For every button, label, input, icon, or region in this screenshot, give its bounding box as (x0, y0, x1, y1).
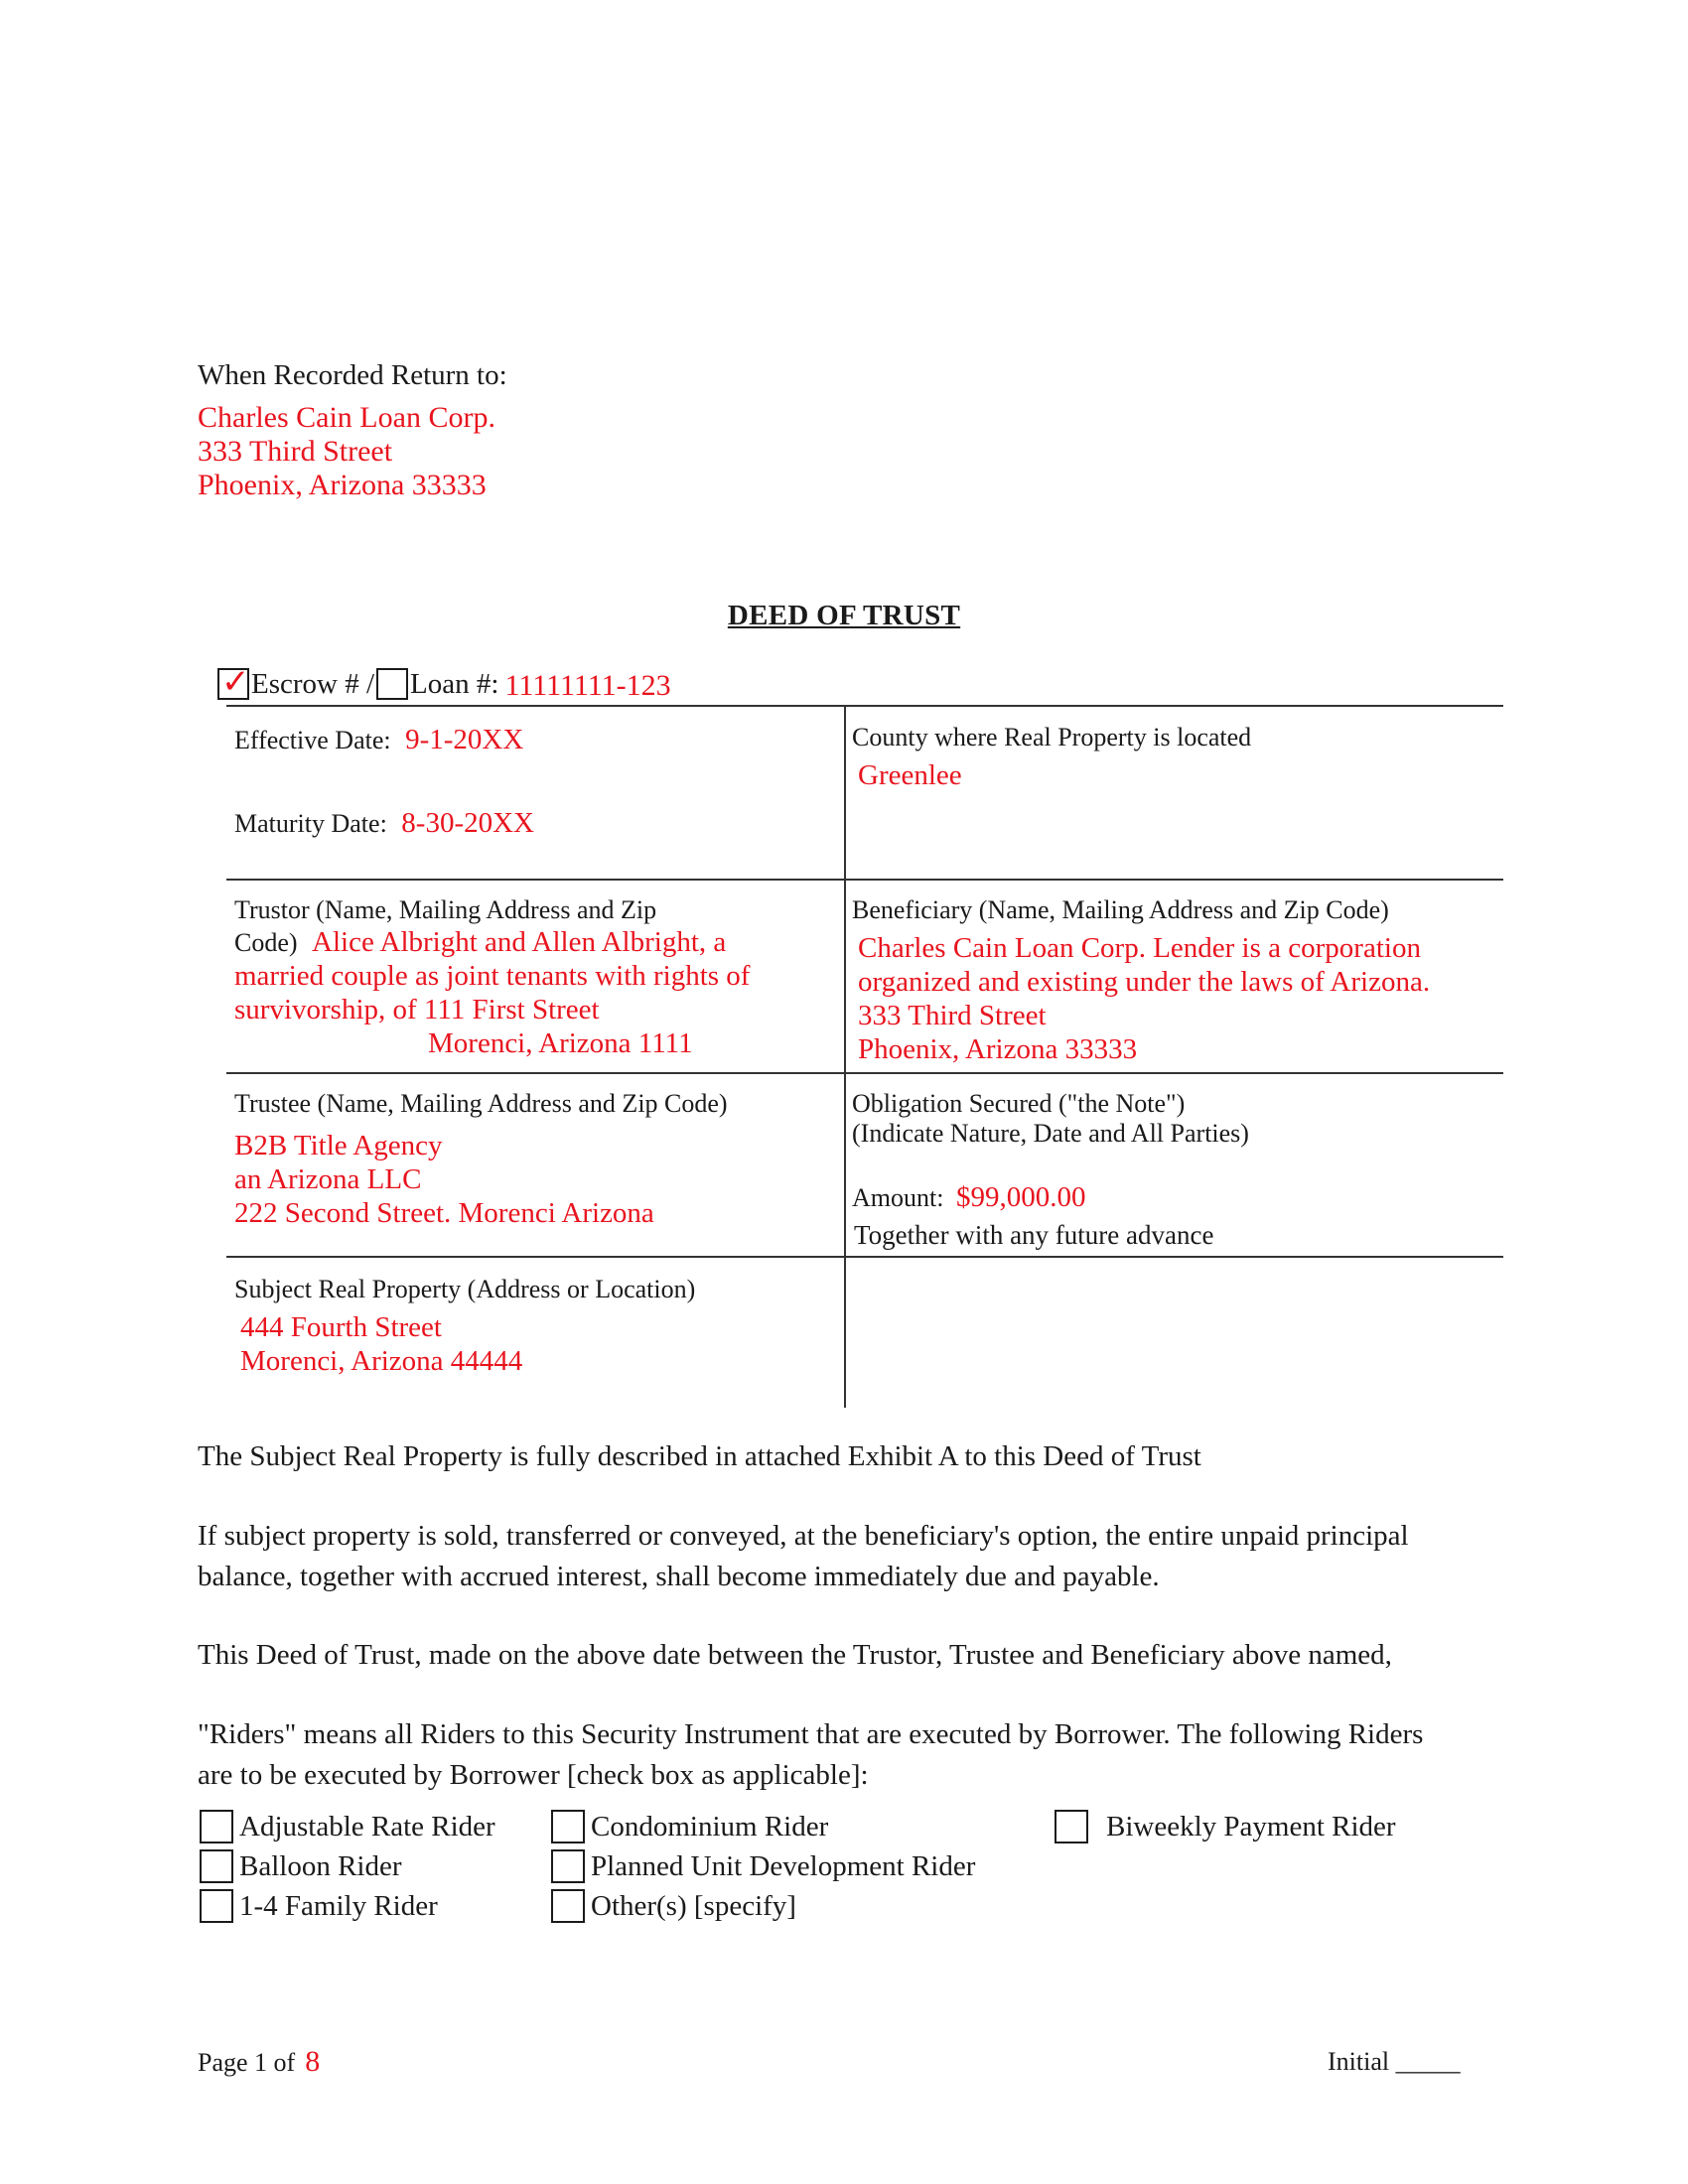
rider-label: Other(s) [specify] (591, 1889, 796, 1922)
maturity-date-label: Maturity Date: (234, 809, 387, 838)
loan-checkbox[interactable] (376, 668, 408, 700)
page-number (198, 2045, 320, 2079)
subject-property-label: Subject Real Property (Address or Location) (234, 1275, 696, 1303)
initial-field[interactable]: Initial _____ (1328, 2047, 1461, 2076)
escrow-loan-line (217, 663, 671, 705)
rider-checkbox[interactable] (200, 1849, 233, 1883)
return-to-street: 333 Third Street (198, 435, 393, 468)
subject-property-line-2[interactable]: Morenci, Arizona 44444 (240, 1345, 523, 1377)
rider-planned-unit-development[interactable] (551, 1848, 975, 1884)
subject-property-field (234, 1275, 695, 1378)
rider-condominium[interactable] (551, 1809, 828, 1844)
row-divider (226, 879, 1503, 881)
escrow-checkbox[interactable] (217, 662, 250, 702)
maturity-date-field (234, 806, 534, 840)
rider-label: Biweekly Payment Rider (1106, 1810, 1396, 1843)
trustor-label: Trustor (Name, Mailing Address and Zip (234, 895, 657, 924)
county-field (852, 723, 1251, 792)
document-title: DEED OF TRUST (727, 600, 961, 631)
trustor-line-3[interactable]: survivorship, of 111 First Street (234, 994, 600, 1025)
escrow-label: Escrow # / (251, 667, 375, 700)
obligation-field (852, 1089, 1249, 1250)
rider-checkbox[interactable] (200, 1810, 233, 1843)
beneficiary-value (858, 931, 1430, 1066)
return-to-city: Phoenix, Arizona 33333 (198, 469, 487, 501)
riders-paragraph: "Riders" means all Riders to this Security Instrument that are executed by Borrower. The following Riders are to be executed by Borrower [check box as applicable]: (198, 1718, 1424, 1791)
rider-others[interactable] (551, 1888, 796, 1924)
trustor-line-4[interactable]: Morenci, Arizona 1111 (428, 1027, 693, 1059)
trustee-line-1[interactable]: B2B Title Agency (234, 1130, 443, 1161)
trustee-value (234, 1129, 728, 1230)
rider-label: Condominium Rider (591, 1810, 829, 1843)
trustee-line-2[interactable]: an Arizona LLC (234, 1163, 422, 1195)
due-on-sale-paragraph: If subject property is sold, transferred or conveyed, at the beneficiary's option, the entire unpaid principal balance, together with accrued interest, shall become immediately due and payable. (198, 1520, 1409, 1592)
rider-balloon[interactable] (200, 1848, 402, 1884)
trustor-line-1[interactable]: Alice Albright and Allen Albright, a (312, 926, 727, 958)
check-mark-icon: ✓ (221, 662, 250, 702)
return-to-label: When Recorded Return to: (198, 359, 507, 391)
row-divider (226, 1072, 1503, 1074)
beneficiary-line-3[interactable]: 333 Third Street (858, 1000, 1047, 1031)
rider-biweekly-payment[interactable] (1055, 1809, 1396, 1844)
trustor-label-cont: Code) (234, 928, 298, 957)
obligation-label: Obligation Secured ("the Note") (852, 1089, 1186, 1118)
page-total: 8 (305, 2045, 321, 2078)
deed-details-table (226, 705, 1503, 1410)
return-to-name: Charles Cain Loan Corp. (198, 401, 495, 434)
exhibit-paragraph: The Subject Real Property is fully described in attached Exhibit A to this Deed of Trust (198, 1440, 1201, 1472)
rider-adjustable-rate[interactable] (200, 1809, 495, 1844)
trustee-field (234, 1089, 728, 1230)
future-advance-text: Together with any future advance (854, 1220, 1214, 1250)
column-divider (844, 707, 846, 1408)
rider-label: Adjustable Rate Rider (239, 1810, 495, 1843)
rider-checkbox[interactable] (1055, 1810, 1088, 1843)
beneficiary-line-1[interactable]: Charles Cain Loan Corp. Lender is a corporation (858, 932, 1421, 964)
rider-1-4-family[interactable] (200, 1888, 438, 1924)
effective-date-value[interactable]: 9-1-20XX (405, 724, 524, 755)
trustee-label: Trustee (Name, Mailing Address and Zip Code) (234, 1089, 728, 1118)
row-divider (226, 1256, 1503, 1258)
trustor-line-2[interactable]: married couple as joint tenants with rights of (234, 960, 751, 992)
rider-checkbox[interactable] (551, 1849, 585, 1883)
amount-label: Amount: (852, 1183, 944, 1212)
subject-property-line-1[interactable]: 444 Fourth Street (240, 1311, 442, 1343)
county-value[interactable]: Greenlee (858, 759, 962, 791)
effective-date-label: Effective Date: (234, 726, 391, 754)
rider-label: 1-4 Family Rider (239, 1889, 438, 1922)
amount-value[interactable]: $99,000.00 (955, 1181, 1086, 1213)
obligation-sublabel: (Indicate Nature, Date and All Parties) (852, 1119, 1249, 1148)
return-to-address (198, 401, 495, 502)
rider-label: Planned Unit Development Rider (591, 1849, 976, 1882)
loan-label: Loan #: (410, 667, 499, 700)
beneficiary-field (852, 895, 1430, 1066)
beneficiary-label: Beneficiary (Name, Mailing Address and Zip Code) (852, 895, 1389, 924)
rider-checkbox[interactable] (551, 1810, 585, 1843)
beneficiary-line-4[interactable]: Phoenix, Arizona 33333 (858, 1033, 1138, 1065)
loan-number[interactable]: 11111111-123 (504, 669, 671, 702)
trustor-field (234, 895, 830, 1060)
effective-date-field (234, 723, 523, 756)
page-label: Page 1 of (198, 2048, 296, 2077)
trustee-line-3[interactable]: 222 Second Street. Morenci Arizona (234, 1197, 654, 1229)
rider-checkbox[interactable] (200, 1889, 233, 1923)
rider-checkbox[interactable] (551, 1889, 585, 1923)
made-on-paragraph: This Deed of Trust, made on the above date between the Trustor, Trustee and Beneficiary above named, (198, 1639, 1392, 1671)
beneficiary-line-2[interactable]: organized and existing under the laws of Arizona. (858, 966, 1431, 998)
rider-label: Balloon Rider (239, 1849, 402, 1882)
subject-property-value (240, 1310, 695, 1378)
maturity-date-value[interactable]: 8-30-20XX (401, 807, 534, 839)
county-label: County where Real Property is located (852, 723, 1252, 751)
amount-field (852, 1180, 1249, 1214)
